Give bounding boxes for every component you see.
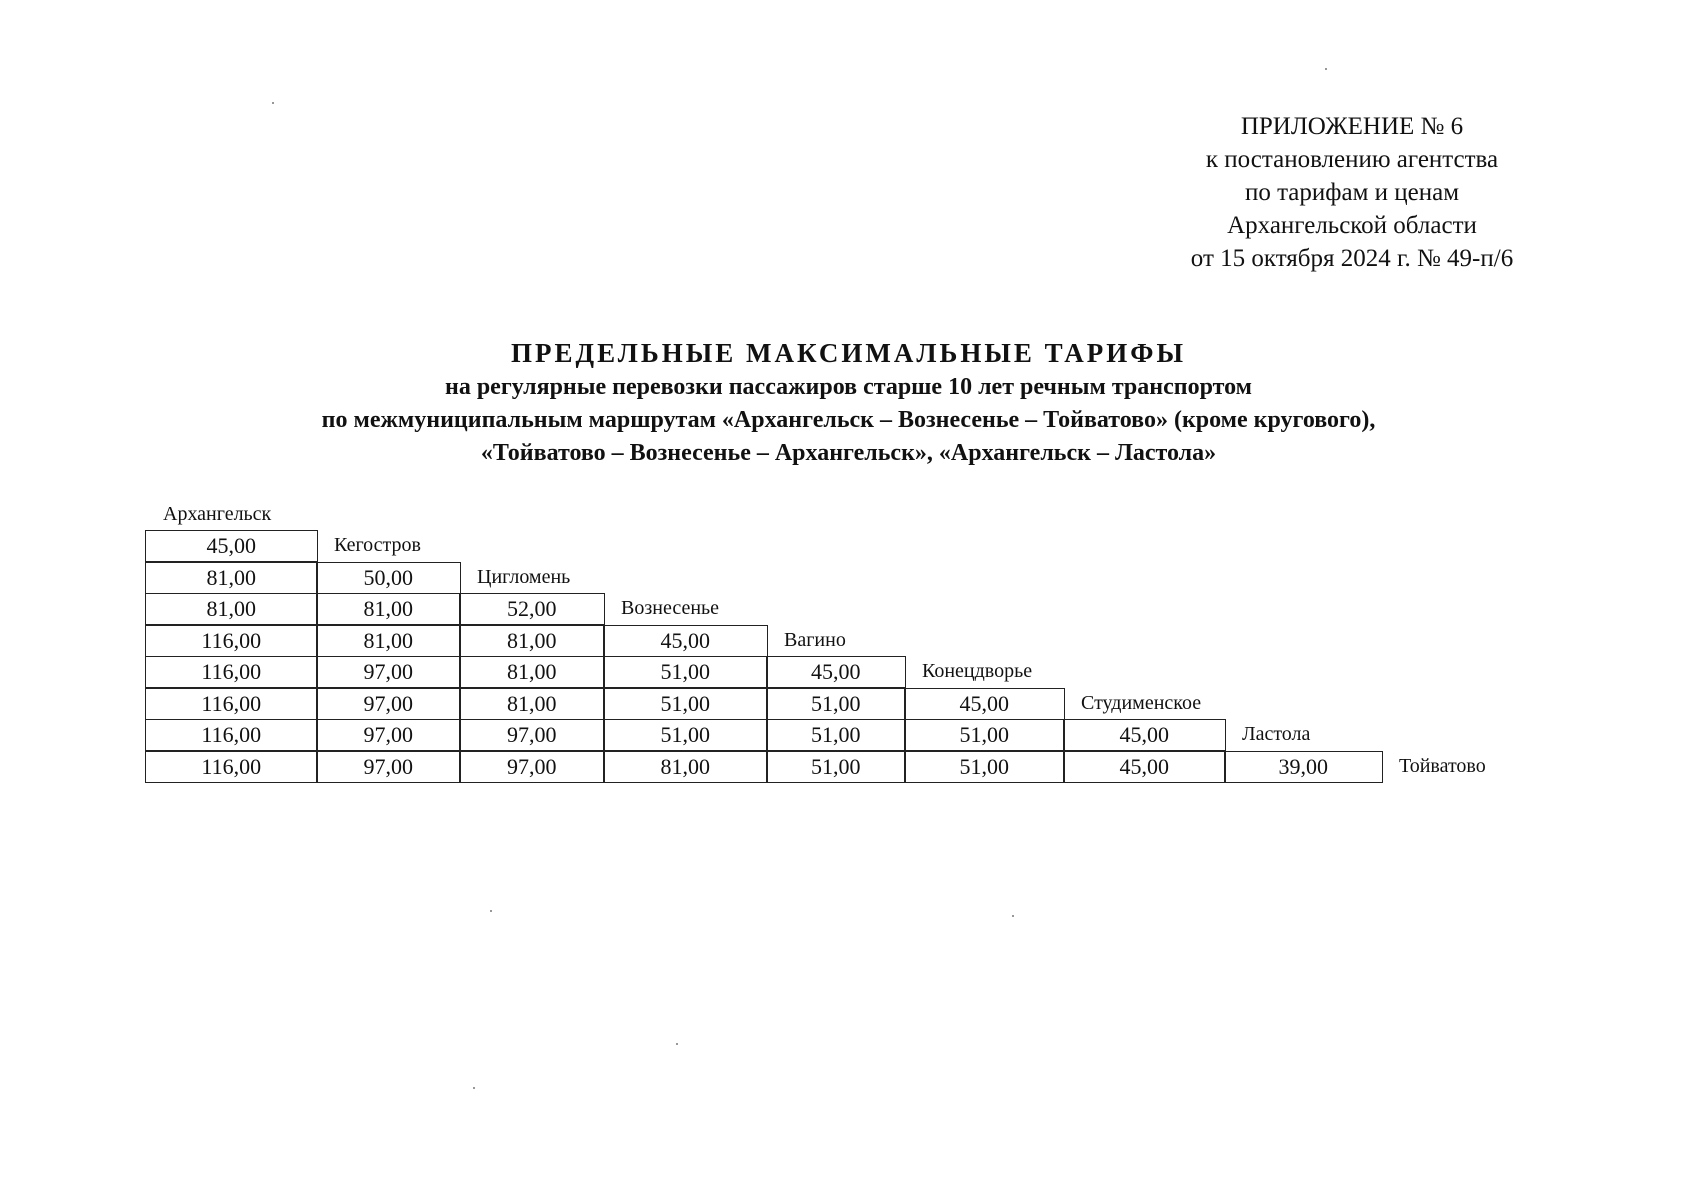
stop-name: Конецдворье [922,660,1033,682]
stop-name: Студименское [1081,691,1202,714]
fare-cell: 50,00 [316,562,461,594]
fare-cell: 97,00 [316,688,461,720]
scan-speck [676,1043,678,1045]
fare-cell: 52,00 [459,593,605,625]
fare-cell: 45,00 [904,688,1065,720]
fare-cell: 51,00 [904,719,1065,751]
fare-cell: 51,00 [766,719,906,751]
fare-cell: 45,00 [766,656,906,688]
fare-cell: 81,00 [603,751,768,783]
fare-cell: 97,00 [316,656,461,688]
fare-cell: 45,00 [1063,719,1226,751]
document-heading [0,335,1697,470]
fare-cell: 81,00 [316,625,461,657]
fare-cell: 116,00 [145,719,318,751]
fare-cell: 81,00 [459,625,605,657]
fare-cell: 97,00 [459,751,605,783]
fare-cell: 51,00 [603,688,768,720]
fare-cell: 45,00 [603,625,768,657]
scan-speck [1012,915,1014,917]
scan-speck [473,1087,475,1089]
stop-name: Вознесенье [621,597,720,619]
fare-cell: 51,00 [904,751,1065,783]
fare-cell: 81,00 [459,656,605,688]
fare-cell: 45,00 [145,530,318,562]
stop-name: Цигломень [477,565,571,588]
appendix-date-number: от 15 октября 2024 г. № 49-п/6 [1190,245,1514,272]
scan-speck [272,102,274,104]
fare-cell: 97,00 [316,719,461,751]
fare-cell: 81,00 [316,593,461,625]
fare-cell: 81,00 [145,562,318,594]
stop-name: Ластола [1242,723,1311,745]
appendix-reference-line: по тарифам и ценам [1244,179,1460,206]
fare-cell: 51,00 [603,656,768,688]
stop-name: Кегостров [334,534,421,556]
fare-cell: 116,00 [145,751,318,783]
fare-cell: 81,00 [459,688,605,720]
fare-cell: 51,00 [766,751,906,783]
scan-speck [1325,68,1327,70]
fare-cell: 39,00 [1224,751,1383,783]
document-subtitle-line: по межмуниципальным маршрутам «Архангельск – Вознесенье – Тойватово» (кроме кругового), [321,407,1376,433]
appendix-number: ПРИЛОЖЕНИЕ № 6 [1240,113,1464,140]
fare-cell: 81,00 [145,593,318,625]
stop-name: Вагино [784,628,846,651]
fare-cell: 116,00 [145,688,318,720]
appendix-reference-line: Архангельской области [1227,212,1477,239]
document-subtitle-line: «Тойватово – Вознесенье – Архангельск», «Архангельск – Ластола» [480,440,1217,466]
appendix-reference-line: к постановлению агентства [1205,146,1499,173]
fare-cell: 116,00 [145,625,318,657]
appendix-header [1142,110,1562,275]
fare-cell: 97,00 [459,719,605,751]
fare-cell: 45,00 [1063,751,1226,783]
fare-cell: 51,00 [766,688,906,720]
stop-name: Тойватово [1399,754,1486,777]
document-subtitle-line: на регулярные перевозки пассажиров старше 10 лет речным транспортом [445,374,1252,400]
scan-speck [490,910,492,912]
fare-cell: 97,00 [316,751,461,783]
stop-name: Архангельск [163,502,272,525]
fare-cell: 51,00 [603,719,768,751]
fare-cell: 116,00 [145,656,318,688]
document-title: ПРЕДЕЛЬНЫЕ МАКСИМАЛЬНЫЕ ТАРИФЫ [511,338,1186,368]
